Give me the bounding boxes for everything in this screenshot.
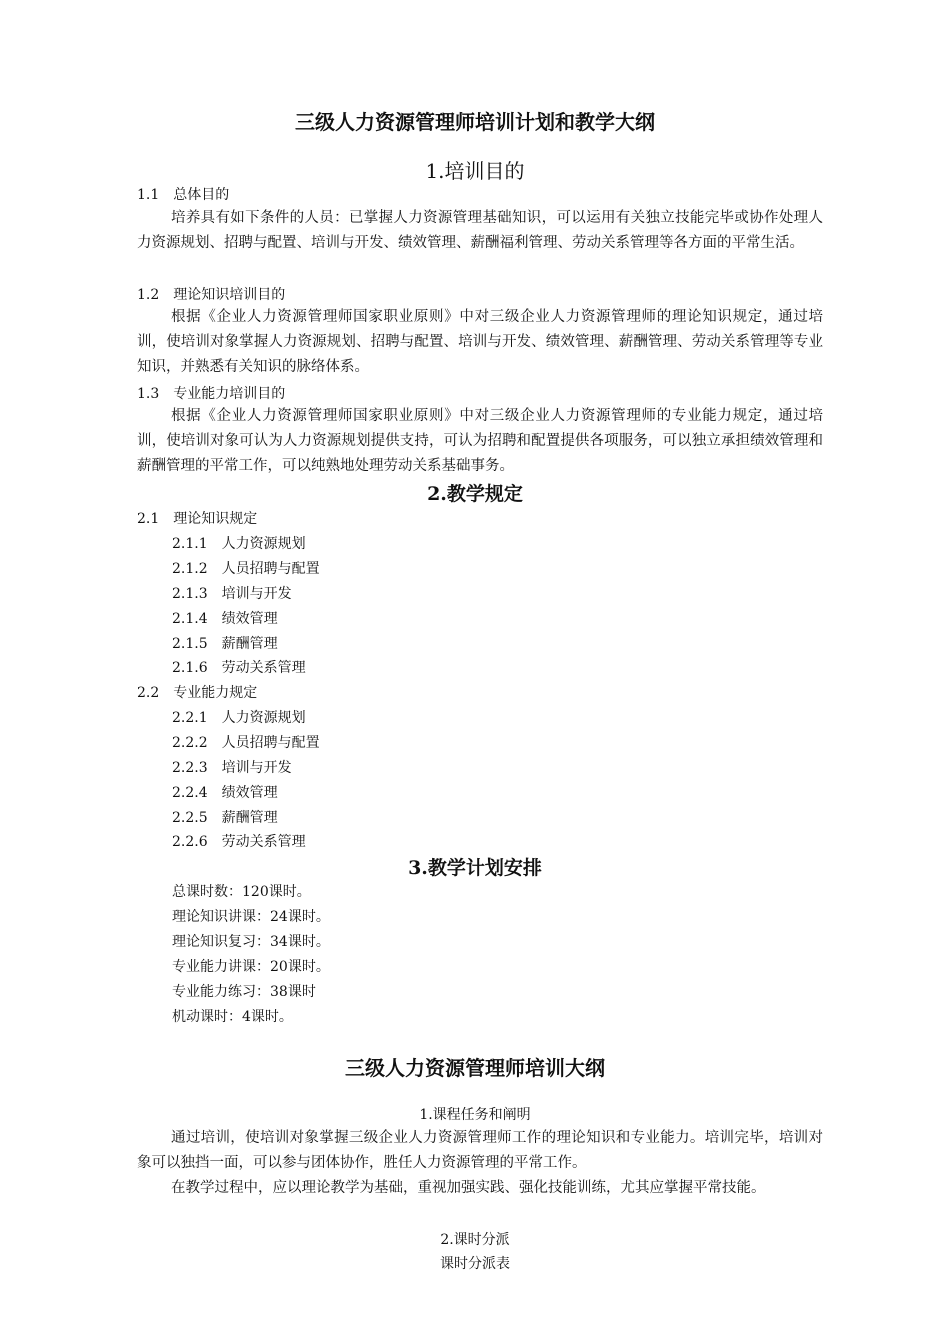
section-2-heading: 2.教学规定 <box>427 483 523 505</box>
schedule-line: 机动课时：4课时。 <box>172 1009 293 1025</box>
outline-part-1-text-2: 在教学过程中，应以理论教学为基础，重视加强实践、强化技能训练，尤其应掌握平常技能。 <box>171 1180 766 1196</box>
document-title: 三级人力资源管理师培训计划和教学大纲 <box>295 110 655 134</box>
list-item: 2.1.2 人员招聘与配置 <box>172 561 320 577</box>
table-caption: 课时分派表 <box>440 1256 510 1272</box>
list-item: 2.2.5 薪酬管理 <box>172 810 278 826</box>
list-item: 2.1.6 劳动关系管理 <box>172 660 306 676</box>
outline-part-1-text-1: 通过培训，使培训对象掌握三级企业人力资源管理师工作的理论知识和专业能力。培训完毕，培训对象可以独挡一面，可以参与团体协作，胜任人力资源管理的平常工作。 <box>137 1130 823 1171</box>
schedule-line: 理论知识复习：34课时。 <box>172 934 330 950</box>
list-item: 2.1.1 人力资源规划 <box>172 536 306 552</box>
section-1-2-title: 1.2 理论知识培训目的 <box>137 287 286 303</box>
section-3-heading: 3.教学计划安排 <box>408 857 542 879</box>
list-item: 2.2.3 培训与开发 <box>172 760 292 776</box>
list-item: 2.2.1 人力资源规划 <box>172 710 306 726</box>
section-1-heading: 1.培训目的 <box>425 159 525 183</box>
section-1-2-text: 根据《企业人力资源管理师国家职业原则》中对三级企业人力资源管理师的理论知识规定，通过培训，使培训对象掌握人力资源规划、招聘与配置、培训与开发、绩效管理、薪酬管理、劳动关系管理等专业知识，并熟悉有关知识的脉络体系。 <box>137 309 823 375</box>
schedule-line: 总课时数：120课时。 <box>172 884 311 900</box>
outline-part-1-title: 1.课程任务和阐明 <box>419 1107 531 1123</box>
schedule-line: 专业能力讲课：20课时。 <box>172 959 330 975</box>
outline-part-2-title: 2.课时分派 <box>440 1232 510 1248</box>
section-1-3-title: 1.3 专业能力培训目的 <box>137 386 286 402</box>
schedule-line: 专业能力练习：38课时 <box>172 984 316 1000</box>
outline-title: 三级人力资源管理师培训大纲 <box>345 1056 605 1080</box>
section-1-3-text: 根据《企业人力资源管理师国家职业原则》中对三级企业人力资源管理师的专业能力规定，通过培训，使培训对象可认为人力资源规划提供支持，可认为招聘和配置提供各项服务，可以独立承担绩效管理和薪酬管理的平常工作，可以纯熟地处理劳动关系基础事务。 <box>137 408 823 474</box>
list-item: 2.1.4 绩效管理 <box>172 611 278 627</box>
section-2-1-title: 2.1 理论知识规定 <box>137 511 258 527</box>
list-item: 2.1.3 培训与开发 <box>172 586 292 602</box>
list-item: 2.2.4 绩效管理 <box>172 785 278 801</box>
schedule-line: 理论知识讲课：24课时。 <box>172 909 330 925</box>
section-1-1-text: 培养具有如下条件的人员：已掌握人力资源管理基础知识，可以运用有关独立技能完毕或协作处理人力资源规划、招聘与配置、培训与开发、绩效管理、薪酬福利管理、劳动关系管理等各方面的平常生活。 <box>137 210 823 251</box>
list-item: 2.2.2 人员招聘与配置 <box>172 735 320 751</box>
section-2-2-title: 2.2 专业能力规定 <box>137 685 258 701</box>
list-item: 2.2.6 劳动关系管理 <box>172 834 306 850</box>
list-item: 2.1.5 薪酬管理 <box>172 636 278 652</box>
section-1-1-title: 1.1 总体目的 <box>137 187 230 203</box>
